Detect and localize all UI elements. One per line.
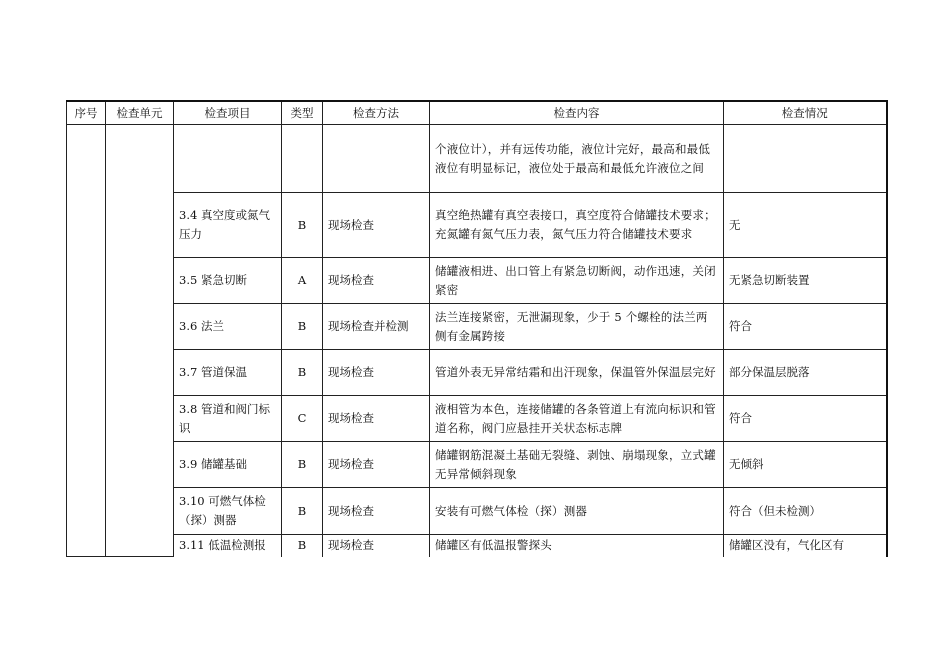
type-cell [282, 125, 323, 193]
content-cell: 个液位计），并有远传功能，液位计完好，最高和最低液位有明显标记，液位处于最高和最低允许液位之间 [430, 125, 724, 193]
content-cell: 安装有可燃气体检（探）测器 [430, 488, 724, 535]
header-index: 序号 [67, 101, 106, 125]
content-cell: 管道外表无异常结霜和出汗现象，保温管外保温层完好 [430, 350, 724, 396]
result-cell: 符合 [724, 304, 887, 350]
method-cell [323, 125, 430, 193]
item-cell: 3.5 紧急切断 [174, 258, 282, 304]
table-row [67, 488, 887, 535]
result-cell [724, 125, 887, 193]
header-unit: 检查单元 [106, 101, 174, 125]
content-cell: 储罐钢筋混凝土基础无裂缝、剥蚀、崩塌现象，立式罐无异常倾斜现象 [430, 442, 724, 488]
method-cell: 现场检查 [323, 258, 430, 304]
unit-cell [106, 125, 174, 557]
item-cell: 3.7 管道保温 [174, 350, 282, 396]
method-cell: 现场检查 [323, 350, 430, 396]
result-cell: 无 [724, 193, 887, 258]
header-method: 检查方法 [323, 101, 430, 125]
result-cell: 部分保温层脱落 [724, 350, 887, 396]
item-cell: 3.6 法兰 [174, 304, 282, 350]
item-cell: 3.9 储罐基础 [174, 442, 282, 488]
header-result: 检查情况 [724, 101, 887, 125]
header-content: 检查内容 [430, 101, 724, 125]
item-cell [174, 125, 282, 193]
table-row [67, 258, 887, 304]
item-cell: 3.10 可燃气体检（探）测器 [174, 488, 282, 535]
type-cell: B [282, 350, 323, 396]
content-cell: 储罐液相进、出口管上有紧急切断阀，动作迅速，关闭紧密 [430, 258, 724, 304]
result-cell: 储罐区没有，气化区有 [724, 535, 887, 557]
table-row [67, 350, 887, 396]
method-cell: 现场检查 [323, 442, 430, 488]
type-cell: C [282, 396, 323, 442]
table-row [67, 396, 887, 442]
table-row [67, 304, 887, 350]
header-item: 检查项目 [174, 101, 282, 125]
item-cell: 3.4 真空度或氮气压力 [174, 193, 282, 258]
result-cell: 符合 [724, 396, 887, 442]
method-cell: 现场检查 [323, 535, 430, 557]
table-row [67, 535, 887, 557]
content-cell: 储罐区有低温报警探头 [430, 535, 724, 557]
result-cell: 符合（但未检测） [724, 488, 887, 535]
content-cell: 法兰连接紧密，无泄漏现象，少于 5 个螺栓的法兰两侧有金属跨接 [430, 304, 724, 350]
inspection-table [66, 100, 888, 557]
method-cell: 现场检查 [323, 193, 430, 258]
content-cell: 真空绝热罐有真空表接口，真空度符合储罐技术要求；充氮罐有氮气压力表，氮气压力符合储罐技术要求 [430, 193, 724, 258]
result-cell: 无倾斜 [724, 442, 887, 488]
table-row [67, 125, 887, 193]
item-cell: 3.8 管道和阀门标识 [174, 396, 282, 442]
table-row [67, 442, 887, 488]
method-cell: 现场检查 [323, 396, 430, 442]
type-cell: B [282, 488, 323, 535]
content-cell: 液相管为本色，连接储罐的各条管道上有流向标识和管道名称，阀门应悬挂开关状态标志牌 [430, 396, 724, 442]
item-cell: 3.11 低温检测报 [174, 535, 282, 557]
type-cell: A [282, 258, 323, 304]
header-type: 类型 [282, 101, 323, 125]
type-cell: B [282, 442, 323, 488]
type-cell: B [282, 304, 323, 350]
type-cell: B [282, 193, 323, 258]
table-header-row [67, 101, 887, 125]
method-cell: 现场检查并检测 [323, 304, 430, 350]
type-cell: B [282, 535, 323, 557]
result-cell: 无紧急切断装置 [724, 258, 887, 304]
table-row [67, 193, 887, 258]
method-cell: 现场检查 [323, 488, 430, 535]
index-cell [67, 125, 106, 557]
